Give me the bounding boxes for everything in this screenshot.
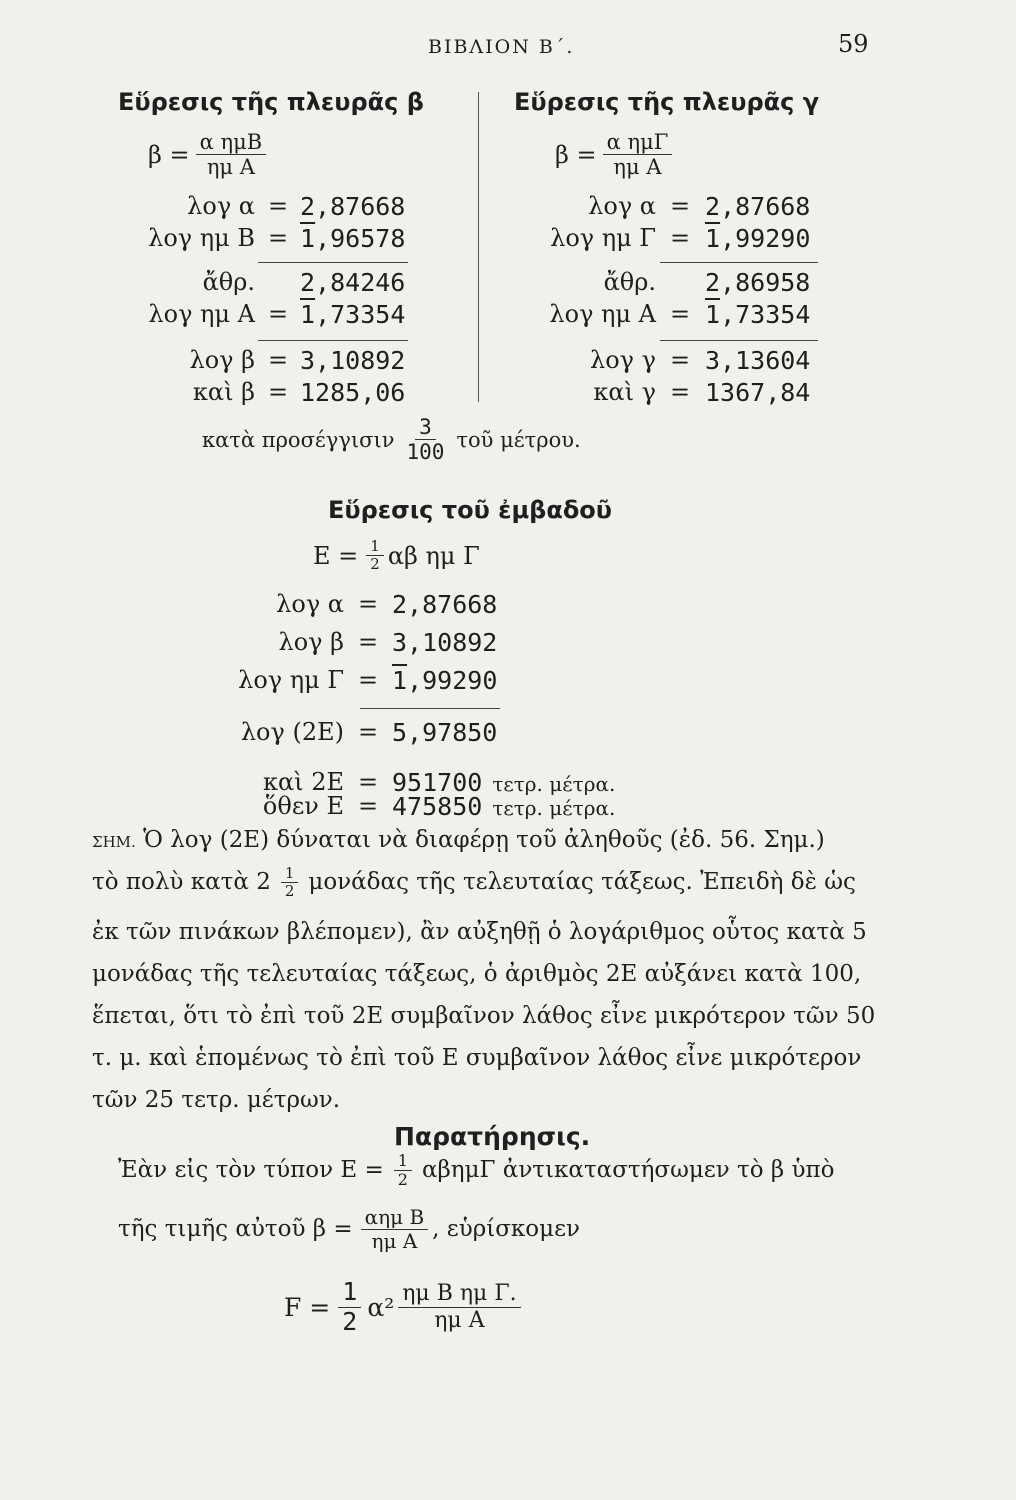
approximation-line — [202, 415, 581, 464]
equals-sign: = — [670, 192, 691, 220]
formula-lhs: Ε = — [313, 541, 359, 570]
mantissa: 2,87668 — [392, 590, 498, 619]
approx-numerator: 3 — [415, 415, 436, 440]
mantissa: 3,10892 — [392, 628, 498, 657]
log-label: λογ α — [276, 590, 344, 618]
log-value — [705, 346, 810, 375]
unit-label: τετρ. μέτρα. — [492, 796, 616, 820]
remark-frac-den: 2 — [397, 1170, 408, 1189]
formula-area — [313, 538, 480, 574]
remark-line-2 — [118, 1206, 580, 1253]
note-text: Ὁ λογ (2Ε) δύναται νὰ διαφέρῃ τοῦ ἀληθοῦς (ἐδ. 56. Σημ.) — [143, 827, 825, 853]
approx-text: κατὰ προσέγγισιν — [202, 427, 395, 452]
log-label: λογ ημ Α — [549, 300, 656, 328]
formula-numerator: ημ Β ημ Γ. — [398, 1281, 520, 1307]
remark-text: Ἐὰν εἰς τὸν τύπον Ε = — [118, 1157, 384, 1183]
log-row — [0, 346, 1016, 378]
heading-remark: Παρατήρησις. — [394, 1122, 591, 1151]
formula-numerator: 1 — [366, 538, 384, 556]
mantissa: 475850 — [392, 792, 483, 821]
equals-sign: = — [358, 792, 379, 820]
note-line-2 — [92, 862, 856, 903]
formula-denominator: 2 — [370, 555, 380, 574]
equals-sign: = — [358, 718, 379, 746]
log-value — [392, 718, 497, 747]
log-label: λογ α — [187, 192, 255, 220]
formula-rhs: αβ ημ Γ — [387, 541, 480, 570]
negative-characteristic: 1 — [705, 224, 721, 253]
log-value — [705, 300, 810, 329]
log-label: ὅθεν Ε — [262, 792, 344, 820]
log-label: λογ α — [588, 192, 656, 220]
equals-sign: = — [268, 346, 289, 374]
log-value — [392, 628, 497, 657]
log-label: λογ ημ Γ — [550, 224, 656, 252]
log-value — [705, 224, 810, 253]
equals-sign: = — [268, 192, 289, 220]
mantissa: 1367,84 — [705, 378, 811, 407]
approx-denominator: 100 — [406, 440, 445, 465]
formula-lhs: β = — [555, 140, 597, 169]
remark-text: , εὑρίσκομεν — [432, 1216, 580, 1242]
remark-line-1 — [118, 1150, 834, 1191]
equals-sign: = — [670, 224, 691, 252]
remark-text: τῆς τιμῆς αὐτοῦ β = — [118, 1216, 353, 1242]
negative-characteristic: 1 — [705, 300, 721, 329]
note-abbr: ΣΗΜ. — [92, 833, 136, 851]
log-row — [0, 192, 1016, 224]
sum-rule — [360, 708, 500, 709]
note-line-5: ἕπεται, ὅτι τὸ ἐπὶ τοῦ 2Ε συμβαῖνον λάθος εἶνε μικρότερον τῶν 50 — [92, 1003, 876, 1029]
negative-characteristic: 1 — [300, 224, 316, 253]
negative-characteristic: 1 — [300, 300, 316, 329]
running-header: ΒΙΒΛΙΟΝ Β΄. — [428, 36, 575, 58]
remark-frac-num: αημ Β — [361, 1206, 429, 1230]
note-frac-den: 2 — [284, 882, 295, 900]
note-frac-num: 1 — [281, 865, 299, 883]
unit-label: τετρ. μέτρα. — [492, 772, 616, 796]
sum-rule — [660, 340, 818, 341]
approx-text: τοῦ μέτρου. — [456, 427, 581, 452]
log-label: λογ ημ Β — [148, 224, 255, 252]
heading-side-b: Εὕρεσις τῆς πλευρᾶς β — [118, 88, 424, 116]
mantissa: 951700 — [392, 768, 483, 797]
log-label: ἄθρ. — [202, 268, 255, 296]
log-label: καὶ 2Ε — [262, 768, 344, 796]
sum-rule — [258, 340, 408, 341]
log-row — [0, 628, 1016, 660]
log-label: ἄθρ. — [603, 268, 656, 296]
final-formula — [284, 1278, 521, 1337]
log-value — [392, 666, 497, 695]
log-label: λογ β — [189, 346, 255, 374]
remark-text: αβημΓ ἀντικαταστήσωμεν τὸ β ὑπὸ — [421, 1157, 835, 1183]
equals-sign: = — [670, 378, 691, 406]
mantissa: ,96578 — [315, 224, 406, 253]
formula-lhs: F = — [284, 1292, 331, 1322]
formula-denominator: 2 — [342, 1306, 358, 1336]
equals-sign: = — [358, 768, 379, 796]
log-value — [392, 792, 615, 821]
note-line-1 — [92, 820, 825, 863]
mantissa: ,99290 — [407, 666, 498, 695]
equals-sign: = — [670, 300, 691, 328]
log-label: λογ γ — [590, 346, 656, 374]
formula-denominator: ημ Α — [434, 1307, 485, 1333]
log-row — [0, 718, 1016, 750]
remark-frac-num: 1 — [394, 1152, 412, 1171]
mantissa: ,99290 — [720, 224, 811, 253]
log-label: καὶ γ — [593, 378, 656, 406]
log-value — [705, 192, 810, 221]
formula-numerator: α ημΒ — [196, 130, 267, 155]
log-row — [0, 224, 1016, 256]
log-row — [0, 666, 1016, 698]
mantissa: 3,13604 — [705, 346, 811, 375]
formula-numerator: α ημΓ — [603, 130, 673, 155]
log-value — [705, 268, 810, 297]
sum-rule — [660, 262, 818, 263]
log-value — [705, 378, 810, 407]
formula-side-b — [148, 130, 266, 179]
equals-sign: = — [268, 378, 289, 406]
log-row — [0, 268, 1016, 300]
negative-characteristic: 1 — [392, 666, 408, 695]
mantissa: 2,87668 — [705, 192, 811, 221]
formula-denominator: ημ Α — [613, 155, 662, 180]
note-line-7: τῶν 25 τετρ. μέτρων. — [92, 1087, 341, 1113]
formula-denominator: ημ Α — [206, 155, 255, 180]
heading-area: Εὕρεσις τοῦ ἐμβαδοῦ — [328, 496, 613, 524]
equals-sign: = — [358, 628, 379, 656]
note-line-4: μονάδας τῆς τελευταίας τάξεως, ὁ ἀριθμὸς 2Ε αὐξάνει κατὰ 100, — [92, 961, 862, 987]
sum-rule — [258, 262, 408, 263]
note-line-6: τ. μ. καὶ ἑπομένως τὸ ἐπὶ τοῦ Ε συμβαῖνον λάθος εἶνε μικρότερον — [92, 1045, 862, 1071]
heading-side-g: Εὕρεσις τῆς πλευρᾶς γ — [514, 88, 820, 116]
log-row — [0, 590, 1016, 622]
equals-sign: = — [358, 666, 379, 694]
mantissa: 2,87668 — [300, 192, 406, 221]
log-label: λογ β — [278, 628, 344, 656]
equals-sign: = — [268, 300, 289, 328]
equals-sign: = — [670, 346, 691, 374]
formula-side-g — [555, 130, 672, 179]
log-row — [0, 378, 1016, 410]
log-row — [0, 300, 1016, 332]
mantissa: ,73354 — [315, 300, 406, 329]
formula-alpha: α² — [367, 1292, 395, 1322]
equals-sign: = — [268, 224, 289, 252]
mantissa: 2,86958 — [705, 268, 811, 297]
remark-frac-den: ημ Α — [371, 1229, 418, 1253]
note-text: μονάδας τῆς τελευταίας τάξεως. Ἐπειδὴ δὲ ὡς — [308, 869, 856, 895]
mantissa: 1285,06 — [300, 378, 406, 407]
equals-sign: = — [358, 590, 379, 618]
log-label: λογ (2Ε) — [240, 718, 344, 746]
note-line-3: ἐκ τῶν πινάκων βλέπομεν), ἂν αὐξηθῇ ὁ λογάριθμος οὗτος κατὰ 5 — [92, 919, 867, 945]
log-label: λογ ημ Γ — [238, 666, 344, 694]
mantissa: 2,84246 — [300, 268, 406, 297]
log-label: λογ ημ Α — [148, 300, 255, 328]
note-text: τὸ πολὺ κατὰ 2 — [92, 869, 271, 895]
mantissa: 3,10892 — [300, 346, 406, 375]
formula-numerator: 1 — [338, 1278, 361, 1308]
formula-lhs: β = — [148, 140, 190, 169]
page-number: 59 — [838, 30, 869, 58]
mantissa: ,73354 — [720, 300, 811, 329]
mantissa: 5,97850 — [392, 718, 498, 747]
log-label: καὶ β — [192, 378, 255, 406]
log-value — [392, 590, 497, 619]
